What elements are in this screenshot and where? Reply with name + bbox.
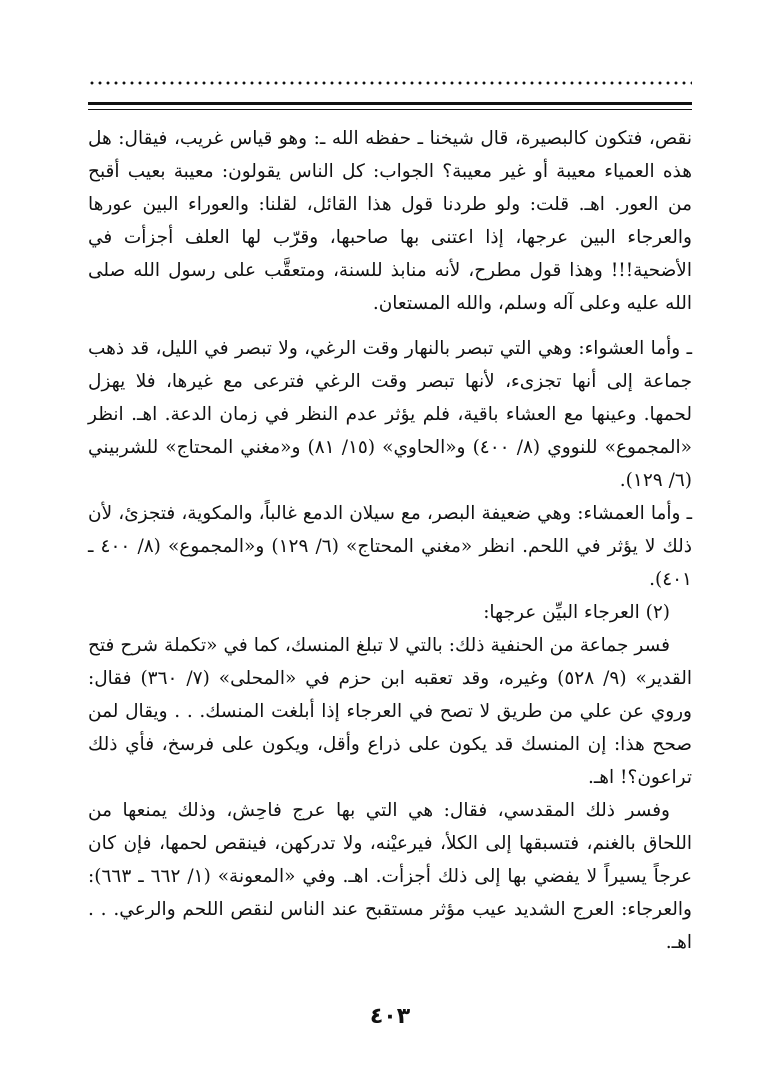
paragraph-amsha: ـ وأما العمشاء: وهي ضعيفة البصر، مع سيلان الدمع غالباً، والمكوية، فتجزئ، لأن ذلك لا يؤثر في اللحم. انظر «مغني المحتاج» (٦/ ١٢٩) و«المجموع» (٨/ ٤٠٠ ـ ٤٠١). [88, 503, 692, 590]
paragraph-continuation: نقص، فتكون كالبصيرة، قال شيخنا ـ حفظه الله ـ: وهو قياس غريب، فيقال: هل هذه العمياء معيبة أو غير معيبة؟ الجواب: كل الناس يقولون: معيبة بعيب أقبح من العور. اهـ. قلت: ولو طردنا قول هذا القائل، لقلنا: والعوراء البين عورها والعرجاء البين عرجها، إذا اعتنى بها صاحبها، وقرّب لها العلف أجزأت في الأضحية!!! وهذا قول مطرح، لأنه منابذ للسنة، ومتعقَّب على رسول الله صلى الله عليه وعلى آله وسلم، والله المستعان. [88, 128, 692, 314]
header-thin-rule [88, 109, 692, 110]
page-number: ٤٠٣ [369, 1004, 411, 1029]
paragraph-hanafiyya: فسر جماعة من الحنفية ذلك: بالتي لا تبلغ المنسك، كما في «تكملة شرح فتح القدير» (٩/ ٥٢٨) وغيره، وقد تعقبه ابن حزم في «المحلى» (٧/ ٣٦٠) فقال: وروي عن علي من طريق لا تصح في العرجاء إذا أبلغت المنسك. . . ويقال لمن صحح هذا: إن المنسك قد يكون على ذراع وأقل، ويكون على فرسخ، فأي ذلك تراعون؟! اهـ. [88, 635, 692, 788]
header-dotted-rule [88, 72, 692, 94]
page-body [88, 122, 692, 959]
section-heading-arja: (٢) العرجاء البيِّن عرجها: [483, 602, 670, 623]
paragraph-maqdisi: وفسر ذلك المقدسي، فقال: هي التي بها عرج فاحِش، وذلك يمنعها من اللحاق بالغنم، فتسبقها إلى الكلأ، فيرعيْنه، ولا تدركهن، فينقص لحمها، فإن كان عرجاً يسيراً لا يفضي بها إلى ذلك أجزأت. اهـ. وفي «المعونة» (١/ ٦٦٢ ـ ٦٦٣): والعرجاء: العرج الشديد عيب مؤثر مستقبح عند الناس لنقص اللحم والرعي. . . اهـ. [88, 800, 692, 953]
book-page [88, 72, 692, 1072]
header-thick-rule [88, 102, 692, 105]
paragraph-ashwa: ـ وأما العشواء: وهي التي تبصر بالنهار وقت الرغي، ولا تبصر في الليل، قد ذهب جماعة إلى أنها تجزىء، لأنها تبصر وقت الرغي فترعى مع غيرها، فلا يهزل لحمها. وعينها مع العشاء باقية، فلم يؤثر عدم النظر في زمان الدعة. اهـ. انظر «المجموع» للنووي (٨/ ٤٠٠) و«الحاوي» (١٥/ ٨١) و«مغني المحتاج» للشربيني (٦/ ١٢٩). [88, 338, 692, 491]
